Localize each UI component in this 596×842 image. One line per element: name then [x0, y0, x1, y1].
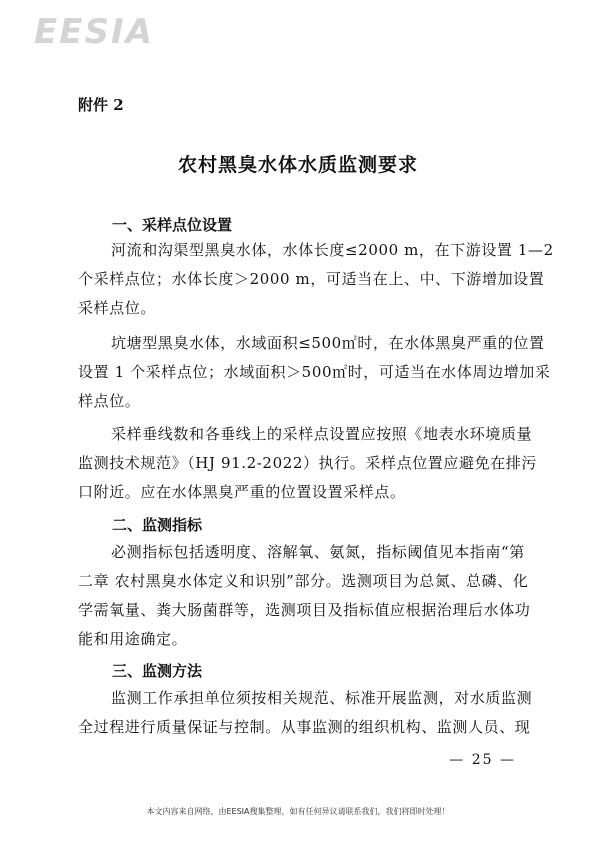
text-line: 监测工作承担单位须按相关规范、标准开展监测，对水质监测	[111, 689, 533, 707]
text-line: 监测技术规范》（HJ 91.2-2022）执行。采样点位置应避免在排污	[78, 454, 538, 472]
text-line: 学需氧量、粪大肠菌群等，选测项目及指标值应根据治理后水体功	[78, 601, 531, 619]
text-line: 二章 农村黑臭水体定义和识别”部分。选测项目为总氮、总磷、化	[78, 572, 529, 590]
text-line: 能和用途确定。	[78, 630, 188, 648]
paragraph-2-1	[78, 538, 531, 654]
attachment-label: 附件 2	[78, 96, 124, 114]
document-title: 农村黑臭水体水质监测要求	[177, 154, 418, 176]
text-line: 个采样点位；水体长度＞2000 m，可适当在上、中、下游增加设置	[78, 270, 545, 288]
section-heading-1: 一、采样点位设置	[112, 216, 233, 234]
footer-disclaimer: 本文内容来自网络，由EESIA搜集整理，如有任何异议请联系我们，我们将即时处理！	[146, 807, 450, 816]
text-line: 采样点位。	[78, 299, 157, 317]
paragraph-1-1	[78, 236, 554, 323]
section-heading-2: 二、监测指标	[112, 516, 203, 534]
paragraph-1-2	[78, 329, 551, 416]
text-line: 必测指标包括透明度、溶解氧、氨氮，指标阈值见本指南“第	[111, 543, 525, 561]
paragraph-1-3	[78, 420, 538, 507]
eesia-logo: EESIA	[34, 12, 154, 52]
text-line: 采样垂线数和各垂线上的采样点设置应按照《地表水环境质量	[111, 425, 533, 443]
text-line: 河流和沟渠型黑臭水体，水体长度≤2000 m，在下游设置 1—2	[111, 241, 554, 259]
section-heading-3: 三、监测方法	[112, 662, 203, 680]
text-line: 样点位。	[78, 392, 141, 410]
text-line: 坑塘型黑臭水体，水域面积≤500㎡时，在水体黑臭严重的位置	[111, 334, 545, 352]
text-line: 全过程进行质量保证与控制。从事监测的组织机构、监测人员、现	[78, 718, 531, 736]
text-line: 设置 1 个采样点位；水域面积＞500㎡时，可适当在水体周边增加采	[78, 363, 551, 381]
text-line: 口附近。应在水体黑臭严重的位置设置采样点。	[78, 483, 406, 501]
page-number: — 25 —	[449, 752, 516, 768]
paragraph-3-1	[78, 684, 533, 742]
